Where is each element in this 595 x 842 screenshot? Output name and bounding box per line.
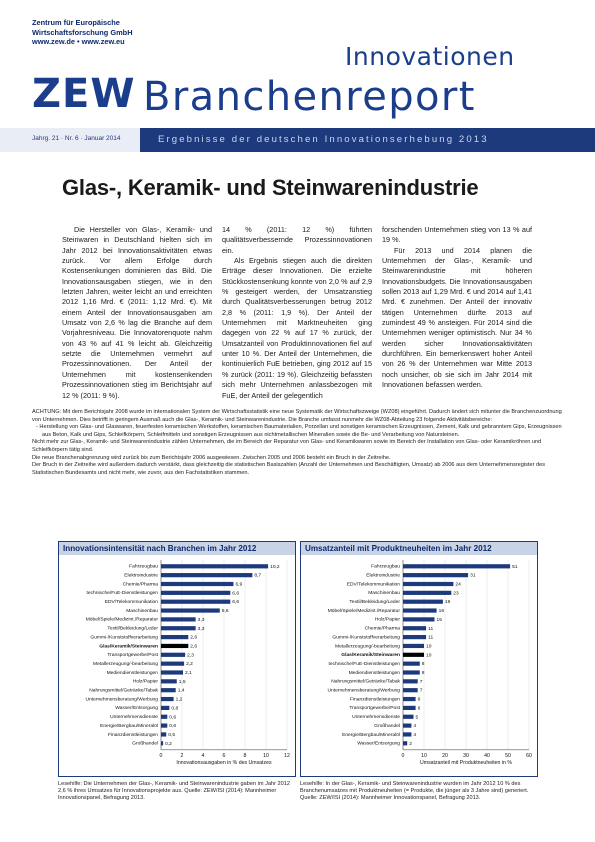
zew-logo: ZEW	[32, 71, 136, 117]
data-label: 1,2	[175, 697, 183, 703]
bar	[403, 635, 426, 639]
category-label: Mediendienstleistungen	[106, 670, 158, 676]
category-label: Energie/Bergbau/Mineralöl	[342, 732, 400, 738]
bar	[161, 617, 196, 621]
bar	[403, 617, 435, 621]
data-label: 6,9	[235, 582, 243, 588]
data-label: 4	[413, 732, 417, 738]
col2-paragraph-1: 14 % (2011: 12 %) führten qualitätsverbessernde Prozessinnovationen ein.	[222, 225, 372, 255]
col3-paragraph-2: Für 2013 und 2014 planen die Unternehmen der Glas-, Keramik- und Steinwarenindustrie mit höheren Innovationsbudgets. Die Innovationsausgaben sollen 2013 auf 1,29 Mrd. € und 2014 auf 1,41 Mrd. € zunehmen. Der Anteil der innovativ tätigen Unternehmen dürfte 2013 auf zumindest 49 % ansteigen. Für 2014 sind die Unternehmen weniger optimistisch. Nur 34 % werden sicher Innovationsaktivitäten durchführen. Ein bemerkenswert hoher Anteil von 26 % der Unternehmen war Mitte 2013 noch unsicher, ob sie sich im Jahr 2014 mit Innovationen befassen werden.	[382, 245, 532, 390]
data-label: 5,6	[221, 609, 229, 615]
category-label: Finanzdienstleistungen	[349, 697, 400, 703]
chart-svg	[59, 555, 295, 776]
category-label: Möbel/Spiele/Medizint./Reparatur	[85, 617, 158, 623]
org-name-line2: Wirtschaftsforschung GmbH	[32, 27, 133, 37]
data-label: 10	[426, 653, 432, 659]
category-label: Unternehmensdienste	[110, 715, 158, 721]
bar	[161, 644, 188, 648]
category-label: Maschinenbau	[368, 591, 400, 597]
chart-product-novelty-share	[300, 541, 538, 777]
bar	[403, 679, 418, 683]
data-label: 16	[438, 609, 445, 615]
data-label: 2,2	[186, 662, 193, 668]
data-label: 6	[417, 706, 421, 712]
data-label: 24	[455, 582, 461, 588]
category-label: Elektroindustrie	[366, 573, 400, 579]
bar	[161, 697, 174, 701]
data-label: 15	[436, 617, 442, 623]
x-tick-label: 4	[201, 752, 205, 759]
bar	[161, 724, 167, 728]
chart-title: Innovationsintensität nach Branchen im Jahr 2012	[59, 542, 295, 555]
data-label: 5	[415, 715, 419, 721]
x-tick-label: 0	[159, 752, 163, 759]
data-label: 7	[419, 679, 423, 685]
x-tick-label: 8	[243, 752, 247, 759]
category-label: Gummi-/Kunststoffverarbeitung	[332, 635, 400, 641]
article-headline: Glas-, Keramik- und Steinwarenindustrie	[62, 175, 479, 200]
chart-innovation-intensity	[58, 541, 296, 777]
category-label: Nahrungsmittel/Getränke/Tabak	[89, 688, 158, 694]
data-label: 1,4	[177, 688, 185, 694]
chart-caption-right: Lesehilfe: In der Glas-, Keramik- und Steinwarenindustrie wurden im Jahr 2012 10 % des Branchenumsatzes mit Produktneuheiten (= Produkte, die jünger als 3 Jahre sind) generiert. Quelle: ZEW/ISI (2014): Mannheimer Innovationspanel, Befragung 2013.	[300, 781, 529, 802]
category-label: Maschinenbau	[126, 608, 158, 614]
bar	[161, 679, 177, 683]
data-label: 7	[419, 688, 423, 694]
data-label: 0,6	[169, 715, 177, 721]
category-label: Unternehmensdienste	[352, 715, 400, 721]
column-1	[62, 225, 212, 401]
data-label: 2,6	[190, 644, 198, 650]
data-label: 2,1	[185, 671, 192, 676]
category-label: Fahrzeugbau	[371, 564, 400, 570]
bar	[403, 741, 407, 745]
bar	[403, 644, 424, 648]
data-label: 1,5	[178, 679, 186, 685]
title-big: Branchenreport	[143, 74, 476, 120]
data-label: 0,2	[165, 741, 172, 747]
methodology-note	[32, 409, 567, 477]
chart-svg	[301, 555, 537, 776]
note-list	[36, 424, 567, 439]
category-label: Wasser/Entsorgung	[115, 706, 158, 712]
category-label: Gummi-/Kunststoffverarbeitung	[90, 635, 158, 641]
data-label: 2	[409, 741, 412, 747]
report-header	[0, 0, 595, 154]
bar	[161, 591, 230, 595]
category-label: EDV/Telekommunikation	[346, 582, 400, 588]
header-bar	[0, 128, 595, 152]
category-label: Chemie/Pharma	[122, 582, 158, 588]
category-label: Glas/Keramik/Steinwaren	[99, 644, 158, 650]
data-label: 10,2	[270, 564, 280, 570]
x-tick-label: 10	[263, 752, 269, 759]
x-tick-label: 30	[463, 752, 469, 759]
bar	[403, 626, 426, 630]
x-tick-label: 12	[284, 752, 290, 759]
bar	[161, 706, 169, 710]
x-axis-label: Umsatzanteil mit Produktneuheiten in %	[420, 759, 512, 766]
column-3	[382, 225, 532, 391]
category-label: Energie/Bergbau/Mineralöl	[100, 723, 158, 729]
category-label: Metallerzeugung/-bearbeitung	[335, 644, 400, 650]
category-label: technische/FuE-Dienstleistungen	[328, 661, 400, 667]
category-label: technische/FuE-Dienstleistungen	[86, 591, 158, 597]
category-label: Glas/Keramik/Steinwaren	[341, 653, 400, 659]
bar	[403, 600, 443, 604]
category-label: Finanzdienstleistungen	[107, 732, 158, 738]
data-label: 31	[470, 573, 476, 579]
category-label: Transportgewerbe/Post	[107, 653, 158, 659]
data-label: 0,6	[169, 724, 177, 730]
note-list-item: - Herstellung von Glas- und Glaswaren, feuerfesten keramischen Werkstoffen, keramischen Baumaterialien, Porzellan und sonstigen keramischen Erzeugnissen, Zement, Kalk und gebranntem Gips, Erzeugnissen aus Beton, Kalk und Gips, Schleifkörpern, Schleifmitteln und sonstigen Erzeugnissen aus nichtmetallischen Mineralien sowie die Be- und Verarbeitung von Natursteinen.	[36, 424, 562, 438]
bar	[161, 608, 220, 612]
bar	[403, 582, 453, 586]
col1-paragraph: Die Hersteller von Glas-, Keramik- und Steinwaren in Deutschland hielten sich im Jahr 2012 bei Innovationsaktivitäten etwas zurück. Vor allem Erfolge durch Kostensenkungen dominieren das Bild. Die Innovationsausgaben stiegen, wie in den letzten Jahren, weiter leicht an und erreichten 2012 1,16 Mrd. € (2011: 1,12 Mrd. €). Mit einem Anteil der Innovationsausgaben am Umsatz von 2,6 % lag die Branche auf dem Vorjahresniveau. Die Innovatorenquote nahm von 43 % auf 41 % leicht ab. Gleichzeitig setzte die Unternehmen vermehrt auf Prozessinnovationen. Der Anteil der Unternehmen mit kostensenkenden Prozessinnovationen stieg im Berichtsjahr auf 12 % (2011: 9 %).	[62, 225, 212, 400]
x-tick-label: 50	[505, 752, 511, 759]
data-label: 2,3	[187, 653, 194, 659]
category-label: Textil/Bekleidung/Leder	[349, 600, 400, 605]
bar	[403, 591, 451, 595]
org-name-line1: Zentrum für Europäische	[32, 18, 120, 27]
column-2	[222, 225, 372, 401]
category-label: Wasser/Entsorgung	[357, 741, 400, 747]
col3-paragraph-1: forschenden Unternehmen stieg von 13 % auf 19 %.	[382, 225, 532, 245]
title-small: Innovationen	[345, 42, 515, 71]
x-axis-label: Innovationsausgaben in % des Umsatzes	[176, 759, 272, 766]
category-label: Mediendienstleistungen	[348, 670, 400, 676]
org-info	[32, 18, 133, 47]
data-label: 19	[444, 600, 451, 606]
data-label: 8	[421, 671, 425, 676]
data-label: 0,5	[168, 732, 176, 738]
category-label: Holz/Papier	[374, 617, 400, 623]
category-label: Fahrzeugbau	[129, 564, 158, 570]
data-label: 51	[512, 564, 518, 570]
bar	[403, 662, 420, 666]
bar	[161, 635, 188, 639]
bar	[161, 732, 166, 736]
note-paragraph-4: Der Bruch in der Zeitreihe wird außerdem dadurch verstärkt, dass gleichzeitig die statistischen Basiszahlen (Anzahl der Unternehmen und Beschäftigten, Umsatz) ab 2006 aus dem Unternehmensregister des Statistischen Bundesamts und nicht mehr, wie zuvor, aus den Fachstatistiken stammen.	[32, 462, 546, 476]
data-label: 23	[453, 591, 459, 597]
category-label: Holz/Papier	[132, 679, 158, 685]
bar	[403, 573, 468, 577]
x-tick-label: 6	[222, 752, 226, 759]
data-label: 10	[426, 644, 432, 650]
bar	[161, 600, 230, 604]
category-label: Großhandel	[132, 741, 158, 747]
bar	[403, 670, 420, 674]
category-label: Unternehmensberatung/Werbung	[85, 697, 158, 703]
bar	[403, 706, 416, 710]
data-label: 11	[428, 626, 434, 632]
bar	[161, 653, 185, 657]
bar	[403, 697, 416, 701]
bar	[161, 626, 196, 630]
chart-title: Umsatzanteil mit Produktneuheiten im Jahr 2012	[301, 542, 537, 555]
bar	[161, 741, 163, 745]
bar	[403, 608, 437, 612]
bar	[161, 670, 183, 674]
category-label: Möbel/Spiele/Medizint./Reparatur	[327, 608, 400, 614]
data-label: 11	[428, 635, 434, 641]
x-tick-label: 10	[421, 752, 427, 759]
bar	[161, 582, 233, 586]
category-label: Elektroindustrie	[124, 573, 158, 579]
category-label: Großhandel	[374, 723, 400, 729]
note-paragraph-3: Die neue Branchenabgrenzung wird zurück bis zum Berichtsjahr 2006 ausgewiesen. Zwischen 2005 und 2006 besteht ein Bruch in der Zeitreihe.	[32, 454, 391, 461]
bar	[403, 715, 414, 719]
category-label: Chemie/Pharma	[364, 626, 400, 632]
bar	[403, 732, 411, 736]
org-web: www.zew.de • www.zew.eu	[32, 37, 125, 47]
chart-caption-left: Lesehilfe: Die Unternehmen der Glas-, Keramik- und Steinwarenindustrie gaben im Jahr 2012 2,6 % ihres Umsatzes für Innovationsprojekte aus. Quelle: ZEW/ISI (2014): Mannheimer Innovationspanel, Befragung 2013.	[58, 781, 290, 802]
x-tick-label: 0	[401, 752, 405, 759]
bar	[403, 688, 418, 692]
category-label: Textil/Bekleidung/Leder	[107, 626, 158, 632]
x-tick-label: 2	[180, 752, 184, 759]
data-label: 8,7	[254, 573, 262, 579]
category-label: Transportgewerbe/Post	[349, 706, 400, 712]
data-label: 6,6	[232, 600, 240, 606]
issue-info: Jahrg. 21 · Nr. 6 · Januar 2014	[32, 135, 121, 142]
data-label: 2,6	[190, 635, 198, 641]
category-label: Nahrungsmittel/Getränke/Tabak	[331, 679, 400, 685]
bar	[403, 724, 411, 728]
bar	[403, 653, 424, 657]
category-label: Unternehmensberatung/Werbung	[327, 688, 400, 694]
col2-paragraph-2: Als Ergebnis stiegen auch die direkten Erträge dieser Innovationen. Die erzielte Stückkostensenkung konnte von 2,0 % auf 2,9 % gesteigert werden, der Umsatzanstieg durch Qualitätsverbesserungen betrug 2012 2,8 % (2011: 1,9 %). Der Anteil der Unternehmen mit Marktneuheiten ging dagegen von 22 % auf 17 % zurück, der Umsatzanteil von Produktinnovationen fiel auf unter 10 %. Der Anteil der Unternehmen, die kontinuierlich FuE betrieben, ging 2012 auf 15 % zurück (2011: 19 %). Gleichzeitig befassten sich mehr Unternehmen anlassbezogen mit FuE, der Anteil der gelegentlich	[222, 256, 372, 400]
data-label: 6,6	[232, 591, 240, 597]
bar	[161, 564, 268, 568]
x-tick-label: 40	[484, 752, 490, 759]
note-paragraph-1: ACHTUNG: Mit dem Berichtsjahr 2008 wurde im internationalen System der Wirtschaftsstatistik eine neue Systematik der Wirtschaftszweige (WZ08) eingeführt. Dadurch ändert sich mitunter die Branchenzuordnung von Unternehmen. Dies betrifft in geringem Ausmaß auch die Glas-, Keramik- und Steinwarenindustrie. Die Branche umfasst nunmehr die WZ08-Abteilung 23 folgende Aktivitätsbereiche:	[32, 409, 562, 423]
data-label: 3,3	[197, 626, 205, 632]
header-subtitle: Ergebnisse der deutschen Innovationserhebung 2013	[158, 134, 489, 145]
note-paragraph-2: Nicht mehr zur Glas-, Keramik- und Steinwarenindustrie zählen Unternehmen, die im Bereich der Reparatur von Glas- und Keramikwaren sowie im Bereich der Installation von Glas- oder Keramikröhren und Schleifkörpern tätig sind.	[32, 439, 542, 453]
x-tick-label: 20	[442, 752, 448, 759]
data-label: 4	[413, 724, 417, 730]
bar	[403, 564, 510, 568]
data-label: 8	[421, 662, 425, 668]
bar	[161, 573, 252, 577]
bar	[161, 715, 167, 719]
bar	[161, 662, 184, 666]
data-label: 6	[417, 697, 421, 703]
bar	[161, 688, 176, 692]
article-body	[62, 225, 532, 405]
category-label: EDV/Telekommunikation	[104, 600, 158, 605]
x-tick-label: 60	[526, 752, 532, 759]
data-label: 0,8	[171, 706, 179, 712]
header-bar-left	[0, 128, 140, 152]
data-label: 3,3	[197, 617, 205, 623]
category-label: Metallerzeugung/-bearbeitung	[93, 661, 158, 667]
